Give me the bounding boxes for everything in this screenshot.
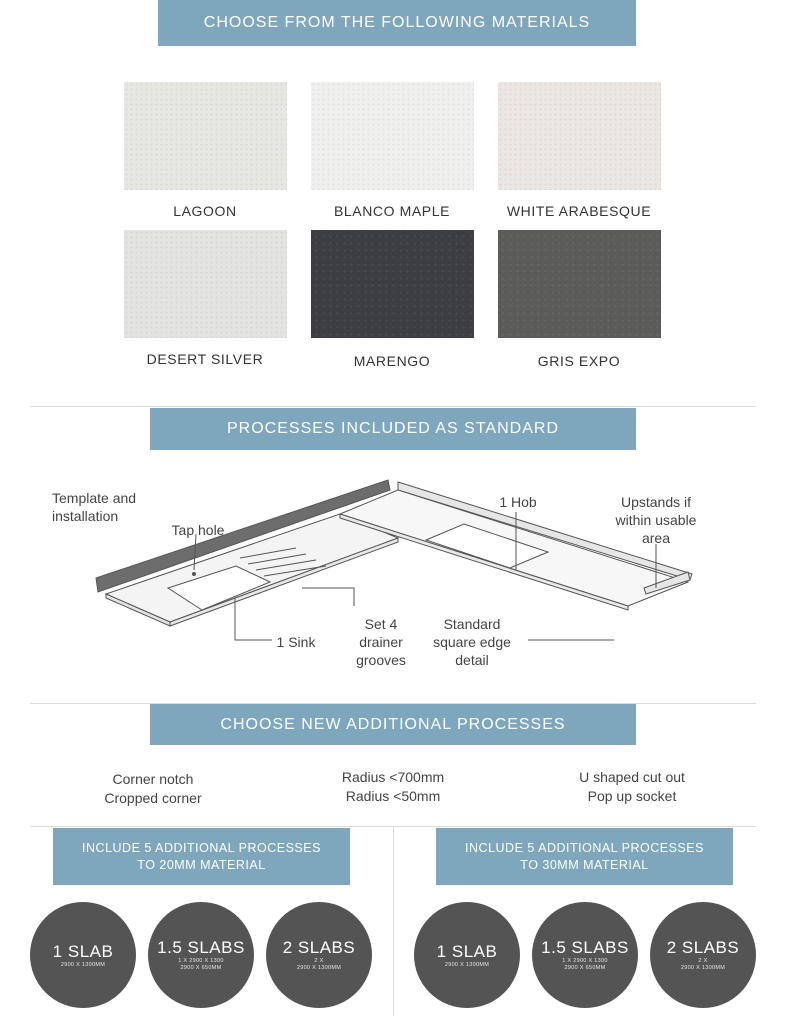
swatch-white-arabesque[interactable] [498,82,661,190]
slab-label: 1.5 SLABS [541,938,629,957]
label-drainer-grooves: Set 4 drainer grooves [356,616,406,668]
process-cropped-corner: Cropped corner [104,790,202,806]
slab-dim: 2900 X 1300MM [680,965,726,971]
slab-label: 1 SLAB [52,941,114,961]
swatch-lagoon[interactable] [124,82,287,190]
process-corner-notch: Corner notch [112,771,194,787]
label-square-edge: Standard square edge detail [433,616,511,668]
swatch-label-white-arabesque: WHITE ARABESQUE [506,203,652,219]
materials-banner [158,0,636,46]
slab-label: 2 SLABS [666,938,740,957]
additional-banner [150,704,636,745]
label-sink: 1 Sink [276,634,316,650]
process-group-radius [283,768,503,806]
slab-label: 1.5 SLABS [157,938,245,957]
package-20mm-title-line2: TO 20MM MATERIAL [137,857,266,872]
vertical-divider [393,826,394,1016]
slab-dim: 2 X [698,958,708,964]
slab-label: 2 SLABS [282,938,356,957]
swatch-label-gris-expo: GRIS EXPO [537,353,621,369]
swatch-desert-silver[interactable] [124,230,287,338]
package-20mm-banner [53,828,350,885]
slab-dim: 2900 X 650MM [180,965,222,971]
swatch-blanco-maple[interactable] [311,82,474,190]
slab-option-30mm-2[interactable] [650,902,756,1008]
divider [30,406,756,407]
slab-option-20mm-1-5[interactable] [148,902,254,1008]
process-radius-700: Radius <700mm [341,769,445,785]
swatch-label-desert-silver: DESERT SILVER [146,351,264,367]
swatch-gris-expo[interactable] [498,230,661,338]
slab-dim: 2900 X 1300MM [296,965,342,971]
process-group-corner [43,770,263,808]
slab-dim: 2 X [314,958,324,964]
swatch-label-marengo: MARENGO [353,353,431,369]
label-template-installation: Template and installation [52,490,137,524]
package-30mm-title-line2: TO 30MM MATERIAL [520,857,649,872]
slab-option-20mm-1[interactable] [30,902,136,1008]
process-pop-up-socket: Pop up socket [587,788,677,804]
slab-option-20mm-2[interactable] [266,902,372,1008]
slab-dim: 1 X 2900 X 1300 [178,958,224,964]
standard-banner [150,408,636,450]
swatch-label-blanco-maple: BLANCO MAPLE [333,203,451,219]
slab-dim: 2900 X 1300MM [60,961,106,968]
package-30mm-title-line1: INCLUDE 5 ADDITIONAL PROCESSES [465,840,704,855]
slab-dim: 1 X 2900 X 1300 [562,958,608,964]
additional-title: CHOOSE NEW ADDITIONAL PROCESSES [220,715,566,733]
slab-label: 1 SLAB [436,941,498,961]
slab-dim: 2900 X 650MM [564,965,606,971]
slab-option-30mm-1-5[interactable] [532,902,638,1008]
process-radius-50: Radius <50mm [345,788,441,804]
label-tap-hole: Tap hole [171,522,225,538]
process-group-cutout [522,768,742,806]
label-hob: 1 Hob [499,494,537,510]
swatch-marengo[interactable] [311,230,474,338]
package-30mm-banner [436,828,733,885]
slab-option-30mm-1[interactable] [414,902,520,1008]
swatch-label-lagoon: LAGOON [173,203,237,219]
materials-title: CHOOSE FROM THE FOLLOWING MATERIALS [203,14,591,31]
standard-title: PROCESSES INCLUDED AS STANDARD [227,420,559,437]
slab-dim: 2900 X 1300MM [444,961,490,968]
label-upstands: Upstands if within usable area [615,494,697,546]
process-u-cut-out: U shaped cut out [579,769,685,785]
package-20mm-title-line1: INCLUDE 5 ADDITIONAL PROCESSES [82,840,321,855]
